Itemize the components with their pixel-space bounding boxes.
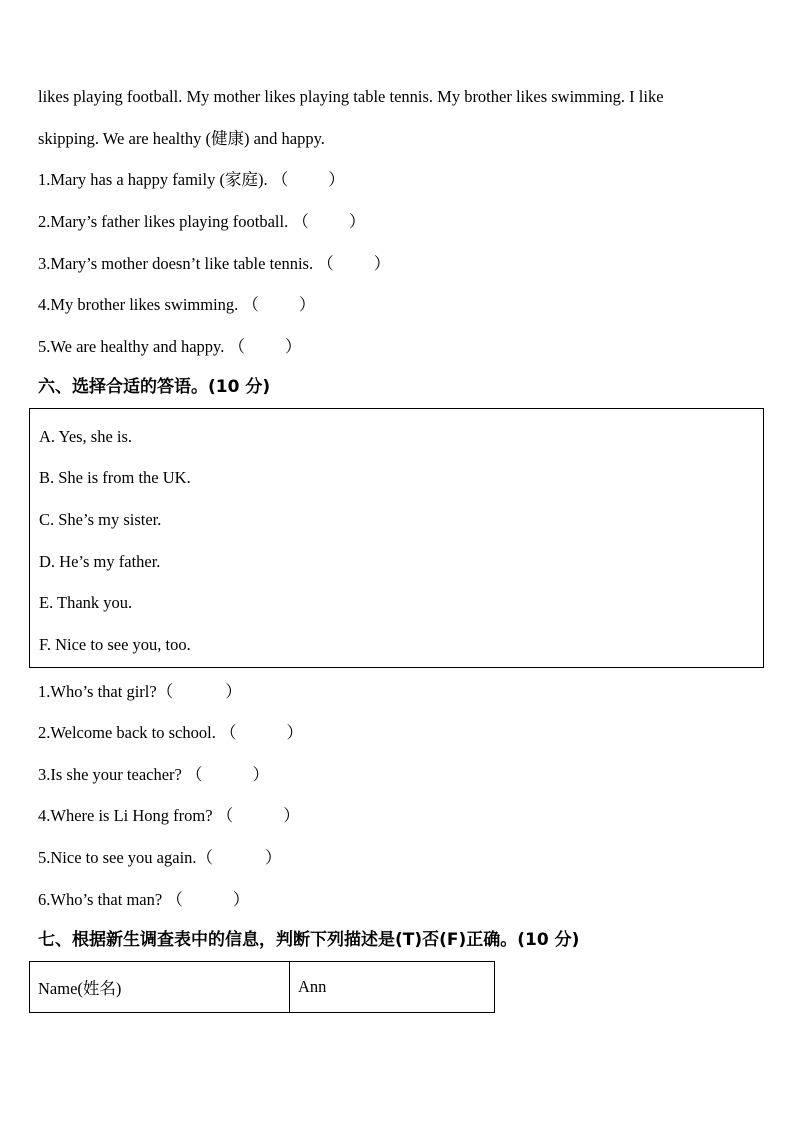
passage-line-1: likes playing football. My mother likes playing table tennis. My brother likes swimming. I like xyxy=(38,87,664,106)
match-question-6 xyxy=(38,890,249,910)
question-text: 5.We are healthy and happy. xyxy=(38,337,229,356)
answer-paren-open: （ xyxy=(219,723,237,742)
question-text: 3.Is she your teacher? xyxy=(38,765,186,784)
option-a: A. Yes, she is. xyxy=(39,427,133,446)
answer-paren-close: ） xyxy=(286,723,303,742)
section-7-heading: 七、根据新生调查表中的信息，判断下列描述是(T)否(F)正确。(10 分) xyxy=(38,930,580,950)
option-e: E. Thank you. xyxy=(39,593,133,612)
tf-question-1 xyxy=(38,170,345,190)
name-label-cell: Name(姓名) xyxy=(30,962,290,1013)
match-question-4 xyxy=(38,806,300,826)
answer-paren-open: （ xyxy=(185,765,203,784)
answer-paren-close: ） xyxy=(328,170,345,189)
section-6-heading: 六、选择合适的答语。(10 分) xyxy=(38,377,271,397)
question-text: 6.Who’s that man? xyxy=(38,890,167,909)
match-question-2 xyxy=(38,723,303,743)
answer-paren-close: ） xyxy=(373,254,391,273)
match-question-5 xyxy=(38,848,282,868)
answer-paren-close: ） xyxy=(225,682,242,701)
answer-paren-open: （ xyxy=(292,212,309,231)
option-f: F. Nice to see you, too. xyxy=(39,635,191,654)
answer-paren-close: ） xyxy=(283,806,300,825)
answer-paren-open: （ xyxy=(166,890,183,909)
answer-paren-open: （ xyxy=(156,682,174,701)
answer-paren-open: （ xyxy=(228,337,245,356)
answer-options-box xyxy=(29,408,764,668)
answer-paren-open: （ xyxy=(216,806,234,825)
answer-paren-open: （ xyxy=(317,254,334,273)
match-question-3 xyxy=(38,765,269,785)
answer-paren-close: ） xyxy=(298,295,316,314)
match-question-1 xyxy=(38,682,242,702)
option-c: C. She’s my sister. xyxy=(39,510,162,529)
answer-paren-close: ） xyxy=(252,765,269,784)
passage-line-2: skipping. We are healthy (健康) and happy. xyxy=(38,129,325,148)
answer-paren-open: （ xyxy=(242,295,259,314)
survey-table xyxy=(29,961,495,1013)
question-text: 3.Mary’s mother doesn’t like table tennis. xyxy=(38,254,318,273)
question-text: 1.Mary has a happy family (家庭). xyxy=(38,170,272,189)
question-text: 4.Where is Li Hong from? xyxy=(38,806,217,825)
answer-paren-close: ） xyxy=(232,890,250,909)
question-text: 5.Nice to see you again. xyxy=(38,848,197,867)
answer-paren-close: ） xyxy=(284,337,302,356)
question-text: 2.Welcome back to school. xyxy=(38,723,220,742)
question-text: 2.Mary’s father likes playing football. xyxy=(38,212,293,231)
tf-question-4 xyxy=(38,295,315,315)
tf-question-3 xyxy=(38,254,390,274)
option-b: B. She is from the UK. xyxy=(39,468,191,487)
tf-question-5 xyxy=(38,337,301,357)
name-value-cell: Ann xyxy=(290,962,495,1013)
answer-paren-close: ） xyxy=(348,212,366,231)
option-d: D. He’s my father. xyxy=(39,552,161,571)
question-text: 4.My brother likes swimming. xyxy=(38,295,243,314)
answer-paren-open: （ xyxy=(271,170,289,189)
tf-question-2 xyxy=(38,212,365,232)
question-text: 1.Who’s that girl? xyxy=(38,682,157,701)
answer-paren-close: ） xyxy=(265,848,282,867)
table-row xyxy=(30,962,495,1013)
answer-paren-open: （ xyxy=(196,848,214,867)
